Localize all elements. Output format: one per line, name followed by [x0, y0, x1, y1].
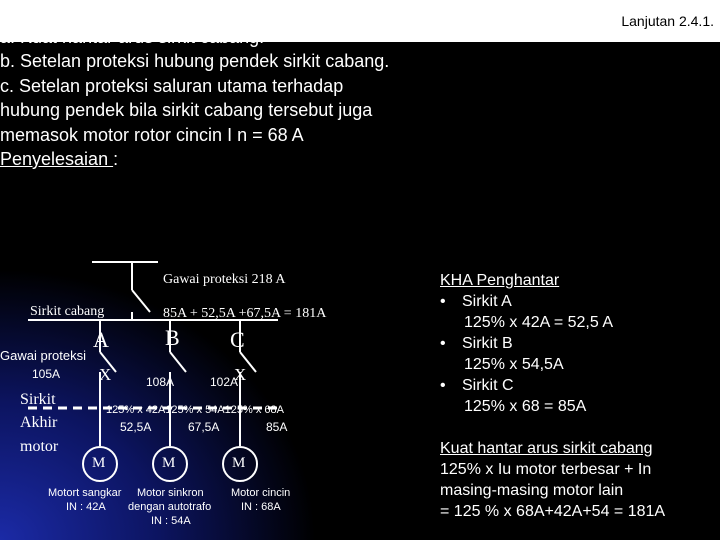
branch-letter-a: A: [93, 327, 109, 352]
current-b: 67,5A: [188, 420, 220, 434]
solution-heading: Penyelesaian :: [0, 149, 119, 169]
sum-label: 85A + 52,5A +67,5A = 181A: [163, 306, 327, 321]
slide-reference: Lanjutan 2.4.1.: [621, 13, 714, 29]
kha-calc-c: 125% x 68 = 85A: [464, 398, 587, 415]
current-a: 52,5A: [120, 420, 152, 434]
task-c: c. Setelan proteksi saluran utama terhadap: [0, 75, 344, 96]
motor-b-caption-2: dengan autotrafo: [128, 501, 212, 513]
kha-calc-b: 125% x 54,5A: [464, 356, 564, 373]
motor-c-caption-1: Motor cincin: [231, 487, 291, 499]
final-circuit-label-2: Akhir: [20, 414, 58, 431]
task-c-line3: memasok motor rotor cincin I n = 68 A: [0, 124, 304, 145]
kuat-line-3: = 125 % x 68A+42A+54 = 181A: [440, 503, 666, 520]
main-breaker: [132, 290, 150, 312]
final-circuit-label-3: motor: [20, 438, 59, 455]
breaker-b: [170, 352, 186, 372]
protection-label: Gawai proteksi: [0, 348, 86, 363]
kha-panel: [440, 270, 665, 522]
current-c: 85A: [266, 420, 288, 434]
motor-b-caption-1: Motor sinkron: [137, 487, 204, 499]
motor-c-symbol: M: [232, 455, 246, 471]
kha-item-b: • Sirkit B: [440, 335, 513, 352]
motor-b-symbol: M: [162, 455, 176, 471]
breaker-rating-c: 102A: [210, 375, 239, 389]
motor-a-caption-2: IN : 42A: [66, 501, 106, 513]
motor-a-symbol: M: [92, 455, 106, 471]
branch-letter-b: B: [165, 325, 180, 350]
kuat-line-2: masing-masing motor lain: [440, 482, 624, 499]
motor-c-caption-2: IN : 68A: [241, 501, 281, 513]
kuat-line-1: 125% x Iu motor terbesar + In: [440, 461, 652, 478]
bullet: •: [440, 335, 446, 352]
task-b: b. Setelan proteksi hubung pendek sirkit cabang.: [0, 51, 390, 71]
kha-item-a: • Sirkit A: [440, 293, 512, 310]
breaker-mark-c: X: [234, 365, 247, 384]
kha-heading: KHA Penghantar: [440, 272, 560, 289]
kha-item-c: • Sirkit C: [440, 377, 514, 394]
motor-b-caption-3: IN : 54A: [151, 515, 191, 527]
bullet: •: [440, 293, 446, 310]
breaker-mark-a: X: [99, 365, 112, 384]
kuat-heading: Kuat hantar arus sirkit cabang: [440, 440, 653, 457]
branch-label: Sirkit cabang: [30, 304, 105, 319]
bullet: •: [440, 377, 446, 394]
motor-a-caption-1: Motort sangkar: [48, 487, 122, 499]
main-protection-label: Gawai proteksi 218 A: [163, 272, 286, 287]
percent-label: 125% x 42A125% x 54A125% x 68A: [106, 404, 284, 416]
branch-letter-c: C: [230, 327, 245, 352]
protection-rating: 105A: [32, 367, 61, 381]
kha-calc-a: 125% x 42A = 52,5 A: [464, 314, 614, 331]
task-c-line2: hubung pendek bila sirkit cabang tersebut juga: [0, 100, 373, 120]
breaker-rating-b: 108A: [146, 375, 175, 389]
final-circuit-label-1: Sirkit: [20, 391, 56, 408]
